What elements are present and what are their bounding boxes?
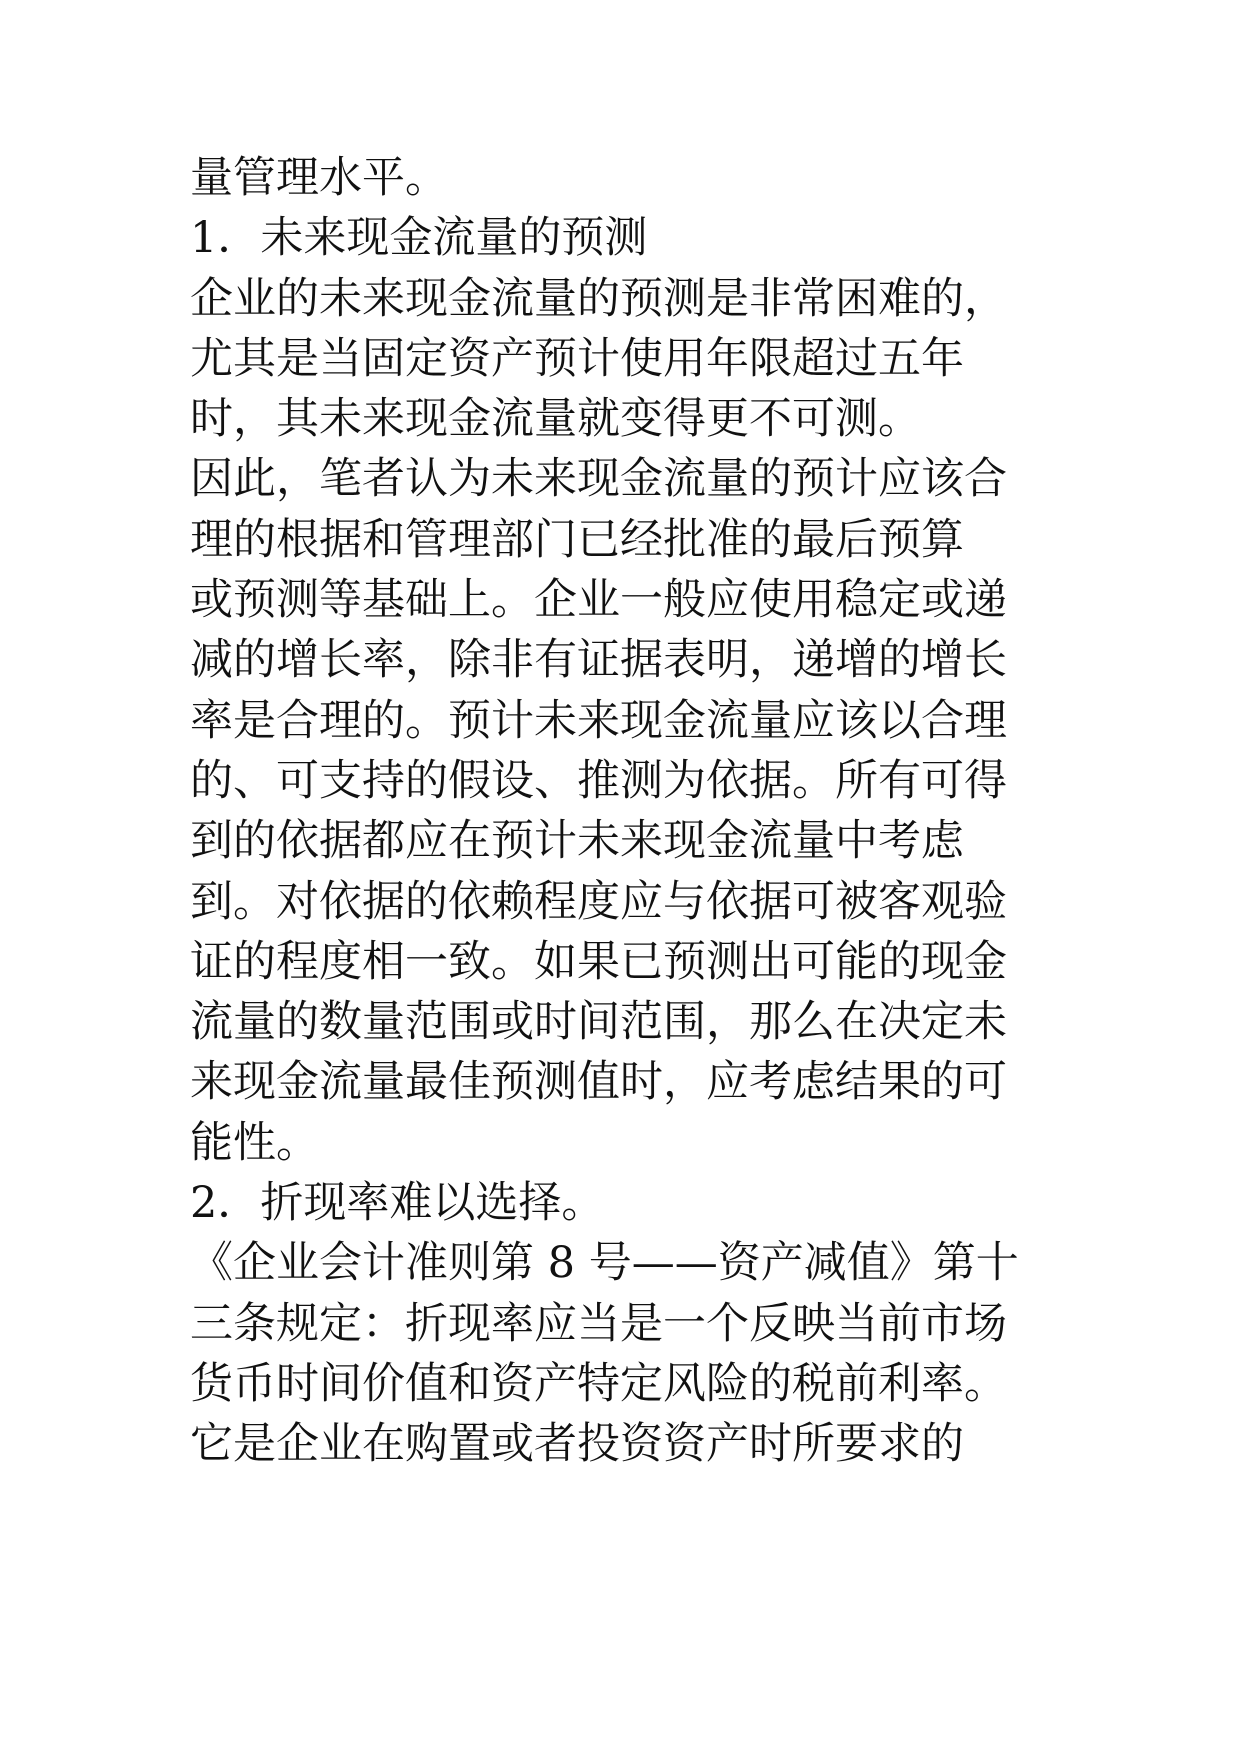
section-heading: 2．折现率难以选择。 bbox=[190, 1178, 605, 1229]
text-line: 因此，笔者认为未来现金流量的预计应该合 bbox=[190, 454, 1007, 505]
text-line: 能性。 bbox=[190, 1117, 319, 1168]
text-line: 时，其未来现金流量就变得更不可测。 bbox=[190, 394, 921, 445]
text-line: 三条规定：折现率应当是一个反映当前市场 bbox=[190, 1298, 1007, 1349]
text-line: 来现金流量最佳预测值时，应考虑结果的可 bbox=[190, 1057, 1007, 1108]
text-line: 到的依据都应在预计未来现金流量中考虑 bbox=[190, 816, 964, 867]
text-line: 证的程度相一致。如果已预测出可能的现金 bbox=[190, 936, 1007, 987]
text-line: 或预测等基础上。企业一般应使用稳定或递 bbox=[190, 575, 1007, 626]
text-line: 货币时间价值和资产特定风险的税前利率。 bbox=[190, 1358, 1007, 1409]
text-line: 尤其是当固定资产预计使用年限超过五年 bbox=[190, 333, 964, 384]
text-line: 理的根据和管理部门已经批准的最后预算 bbox=[190, 514, 964, 565]
text-line: 率是合理的。预计未来现金流量应该以合理 bbox=[190, 695, 1007, 746]
text-line: 的、可支持的假设、推测为依据。所有可得 bbox=[190, 755, 1007, 806]
body-text bbox=[190, 148, 1090, 1475]
text-line: 量管理水平。 bbox=[190, 153, 448, 203]
text-line: 到。对依据的依赖程度应与依据可被客观验 bbox=[190, 876, 1007, 927]
text-line: 企业的未来现金流量的预测是非常困难的， bbox=[190, 273, 1007, 324]
section-heading: 1．未来现金流量的预测 bbox=[190, 213, 648, 264]
text-line: 《企业会计准则第 8 号——资产减值》第十 bbox=[190, 1238, 1019, 1289]
text-line: 减的增长率，除非有证据表明，递增的增长 bbox=[190, 635, 1007, 686]
text-line: 它是企业在购置或者投资资产时所要求的 bbox=[190, 1419, 964, 1470]
text-line: 流量的数量范围或时间范围，那么在决定未 bbox=[190, 997, 1007, 1048]
